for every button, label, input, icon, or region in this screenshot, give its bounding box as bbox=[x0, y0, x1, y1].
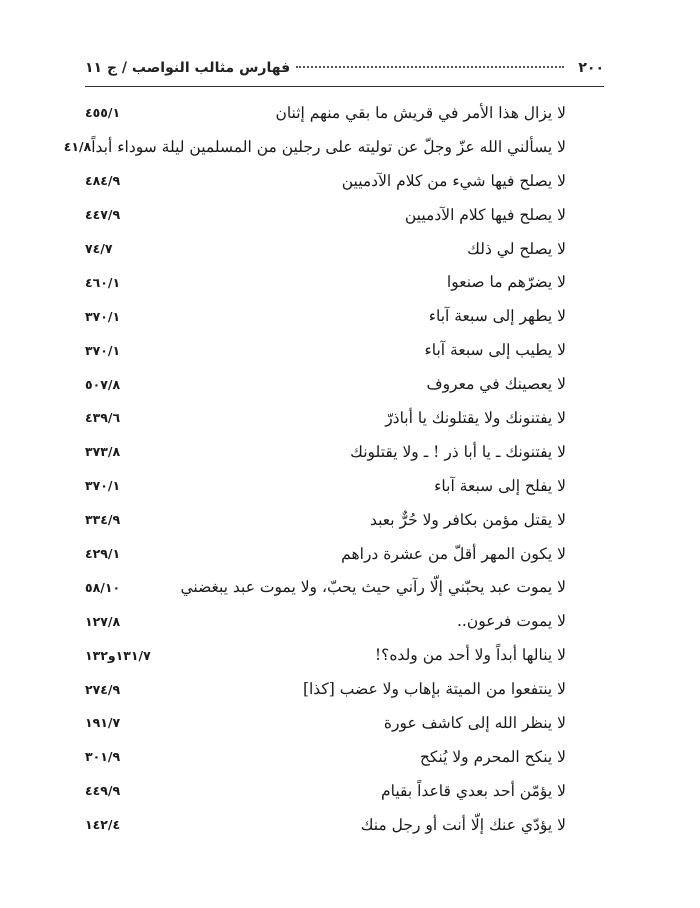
entry-text: لا يصلح فيها شيء من كلام الآدميين bbox=[341, 171, 566, 190]
index-entry bbox=[85, 537, 566, 571]
entry-text: لا يطهر إلى سبعة آباء bbox=[428, 307, 566, 326]
entry-reference: ١٢٧/٨ bbox=[85, 613, 121, 629]
entry-reference: ٤١/٨ bbox=[63, 139, 92, 155]
index-entry bbox=[85, 198, 566, 232]
entry-text: لا ينالها أبداً ولا أحد من ولده؟! bbox=[374, 646, 566, 665]
entry-text: لا يصلح لي ذلك bbox=[467, 239, 566, 258]
page-number: ٢٠٠ bbox=[578, 60, 604, 76]
entry-reference: ٣٧٣/٨ bbox=[85, 444, 121, 460]
index-entry bbox=[85, 638, 566, 672]
entry-reference: ٤٦٠/١ bbox=[85, 274, 121, 290]
entry-text: لا يفتنونك ـ يا أبا ذر ! ـ ولا يقتلونك bbox=[350, 442, 566, 461]
entry-reference: ١٩١/٧ bbox=[85, 715, 121, 731]
entry-text: لا ينكح المحرم ولا يُنكح bbox=[419, 747, 566, 766]
entry-text: لا يكون المهر أقلّ من عشرة دراهم bbox=[341, 544, 566, 563]
entry-text: لا يقتل مؤمن بكافر ولا حُرٌّ بعبد bbox=[369, 510, 566, 529]
index-entry bbox=[85, 164, 566, 198]
entry-reference: ٣٧٠/١ bbox=[85, 342, 121, 358]
entry-text: لا يموت فرعون.. bbox=[456, 612, 566, 631]
entry-text: لا يعصينك في معروف bbox=[426, 375, 566, 394]
index-entry bbox=[63, 130, 566, 164]
index-entry bbox=[85, 604, 566, 638]
entry-text: لا يصلح فيها كلام الآدميين bbox=[404, 205, 566, 224]
entry-reference: ٣٠١/٩ bbox=[85, 749, 121, 765]
entry-reference: ١٤٢/٤ bbox=[85, 817, 121, 833]
index-entry bbox=[85, 265, 566, 299]
index-entry bbox=[85, 808, 566, 842]
entry-reference: ٤٥٥/١ bbox=[85, 105, 121, 121]
index-entry bbox=[85, 96, 566, 130]
entry-text: لا يضرّهم ما صنعوا bbox=[446, 273, 566, 292]
index-entry bbox=[85, 570, 566, 604]
entry-reference: ٣٣٤/٩ bbox=[85, 512, 121, 528]
entry-reference: ٤٤٩/٩ bbox=[85, 783, 121, 799]
entry-reference: ٢٧٤/٩ bbox=[85, 681, 121, 697]
entry-reference: ٥٠٧/٨ bbox=[85, 376, 121, 392]
index-entry bbox=[85, 367, 566, 401]
entry-text: لا يؤمّن أحد بعدي قاعداً بقيام bbox=[381, 781, 566, 800]
entry-reference: ٧٤/٧ bbox=[85, 241, 113, 256]
entry-text: لا يفتنونك ولا يقتلونك يا أباذرّ bbox=[385, 408, 566, 427]
header-rule bbox=[85, 86, 604, 87]
running-title: فهارس مثالب النواصب / ج ١١ bbox=[85, 60, 291, 76]
entry-reference: ٤٨٤/٩ bbox=[85, 173, 121, 189]
index-entry-list bbox=[63, 96, 566, 842]
entry-text: لا ينتفعوا من الميتة بإهاب ولا عضب [كذا] bbox=[302, 680, 566, 699]
entry-reference: ٤٣٩/٦ bbox=[85, 410, 121, 426]
entry-reference: ٣٧٠/١ bbox=[85, 478, 121, 494]
index-entry bbox=[85, 706, 566, 740]
header-dot-leader bbox=[296, 66, 564, 68]
index-entry bbox=[85, 503, 566, 537]
entry-text: لا يطيب إلى سبعة آباء bbox=[424, 341, 566, 360]
entry-reference: ٥٨/١٠ bbox=[85, 579, 121, 595]
entry-text: لا يسألني الله عزّ وجلّ عن توليته على رجلين من المسلمين ليلة سوداء أبداً bbox=[91, 137, 566, 156]
entry-reference: ٤٤٧/٩ bbox=[85, 207, 121, 223]
running-header bbox=[85, 60, 604, 84]
entry-text: لا يزال هذا الأمر في قريش ما بقي منهم إثنان bbox=[275, 103, 566, 122]
entry-text: لا يفلح إلى سبعة آباء bbox=[434, 476, 566, 495]
index-entry bbox=[85, 333, 566, 367]
index-entry bbox=[85, 232, 566, 266]
entry-reference: ٣٧٠/١ bbox=[85, 308, 121, 324]
entry-reference: ١٣١/٧و١٣٢ bbox=[85, 647, 151, 663]
index-entry bbox=[85, 401, 566, 435]
index-entry bbox=[85, 740, 566, 774]
index-entry bbox=[85, 469, 566, 503]
entry-text: لا ينظر الله إلى كاشف عورة bbox=[383, 713, 566, 732]
entry-text: لا يموت عبد يحبّني إلّا رآني حيث يحبّ، ولا يموت عبد يبغضني bbox=[180, 578, 566, 597]
entry-reference: ٤٢٩/١ bbox=[85, 546, 121, 562]
index-entry bbox=[85, 774, 566, 808]
index-entry bbox=[85, 435, 566, 469]
index-entry bbox=[85, 299, 566, 333]
entry-text: لا يؤدّي عنك إلّا أنت أو رجل منك bbox=[360, 815, 566, 834]
index-entry bbox=[85, 672, 566, 706]
